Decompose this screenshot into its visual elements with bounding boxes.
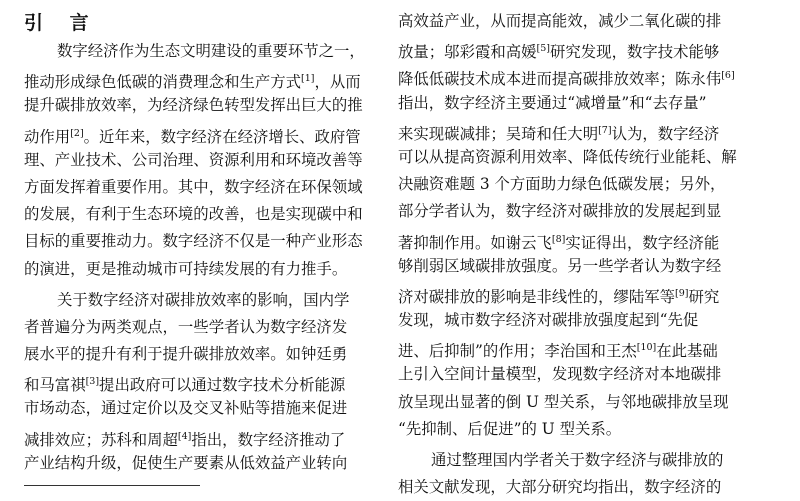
text-run: 可以从提高资源利用效率、降低传统行业能耗、解: [398, 147, 737, 166]
text-line: [398, 389, 744, 416]
text-run: 目标的重要推动力。数字经济不仅是一种产业形态: [24, 232, 363, 251]
text-line: [398, 416, 744, 443]
text-run: “先抑制、后促进”的 U 型关系。: [398, 419, 622, 438]
text-line: [398, 307, 744, 334]
right-column: [398, 8, 744, 501]
citation-ref: [7]: [598, 124, 612, 136]
text-line: [24, 368, 370, 395]
text-line: [24, 256, 370, 283]
text-line: [398, 361, 744, 388]
text-line: [398, 8, 744, 35]
text-run: 。近年来，数字经济在经济增长、政府管: [83, 127, 361, 146]
footnote-rule: [24, 485, 200, 486]
text-line: [24, 395, 370, 422]
text-run: 来实现碳减排；吴琦和任大明: [398, 124, 599, 143]
text-line: [398, 171, 744, 198]
citation-ref: [10]: [636, 342, 657, 354]
citation-ref: [4]: [177, 430, 192, 442]
text-run: 产业结构升级，促使生产要素从低效益产业转向: [24, 453, 348, 472]
text-run: 的发展，有利于生态环境的改善，也是实现碳中和: [24, 205, 363, 224]
text-line: [398, 447, 744, 474]
text-run: 在此基础: [656, 342, 718, 361]
text-run: 市场动态，通过定价以及交叉补贴等措施来促进: [24, 399, 348, 418]
text-run: 相关文献发现，大部分研究均指出，数字经济的: [398, 478, 722, 497]
text-run: 研究发现，数字技术能够: [550, 43, 720, 62]
text-run: 提升碳排放效率，为经济绿色转型发挥出巨大的推: [24, 96, 363, 115]
text-run: 实证得出，数字经济能: [565, 233, 720, 252]
text-run: 数字经济作为生态文明建设的重要环节之一，: [57, 42, 365, 60]
citation-ref: [9]: [675, 287, 689, 299]
text-line: [398, 334, 744, 361]
text-line: [24, 120, 370, 147]
text-run: 放量；邬彩霞和高媛: [398, 43, 537, 62]
left-column: [24, 8, 370, 477]
text-run: 上引入空间计量模型，发现数字经济对本地碳排: [398, 365, 722, 384]
text-line: [398, 144, 744, 171]
text-run: 够削弱区域碳排放强度。另一些学者认为数字经: [398, 256, 722, 275]
text-run: 方面发挥着重要作用。其中，数字经济在环保领域: [24, 177, 363, 196]
text-run: 部分学者认为，数字经济对碳排放的发展起到显: [398, 202, 722, 221]
text-run: 推动形成绿色低碳的消费理念和生产方式: [24, 73, 302, 92]
text-run: 降低低碳技术成本进而提高碳排放效率；陈永伟: [398, 70, 722, 89]
text-line: [24, 314, 370, 341]
text-run: 提出政府可以通过数字技术分析能源: [99, 376, 346, 395]
section-heading: 引 言: [24, 12, 99, 34]
text-line: [24, 38, 370, 65]
text-run: 济对碳排放的影响是非线性的，缪陆军等: [398, 287, 676, 306]
text-line: [24, 147, 370, 174]
text-line: [398, 117, 744, 144]
text-line: [24, 228, 370, 255]
text-run: 进、后抑制”的作用；李治国和王杰: [398, 342, 637, 361]
text-line: [398, 90, 744, 117]
text-line: [24, 201, 370, 228]
text-run: 决融资难题 3 个方面助力绿色低碳发展；另外，: [398, 175, 726, 194]
text-line: [398, 62, 744, 89]
text-line: [398, 226, 744, 253]
text-line: [398, 253, 744, 280]
text-line: [24, 423, 370, 450]
citation-ref: [1]: [301, 73, 315, 85]
text-run: 减排效应；苏科和周超: [24, 430, 178, 449]
citation-ref: [8]: [551, 233, 566, 245]
text-line: [24, 341, 370, 368]
text-run: 通过整理国内学者关于数字经济与碳排放的: [431, 451, 724, 469]
text-line: [398, 35, 744, 62]
text-run: 关于数字经济对碳排放效率的影响，国内学: [57, 290, 350, 309]
text-run: ，从而: [314, 73, 361, 92]
text-run: 著抑制作用。如谢云飞: [398, 233, 552, 252]
text-run: 理、产业技术、公司治理、资源利用和环境改善等: [24, 150, 363, 169]
right-column-text: [398, 8, 744, 501]
text-run: 动作用: [24, 127, 71, 146]
text-line: [398, 280, 744, 307]
text-run: 认为，数字经济: [611, 124, 720, 143]
text-line: [24, 450, 370, 477]
text-run: 展水平的提升有利于提升碳排放效率。如钟廷勇: [24, 345, 348, 364]
text-line: [24, 65, 370, 92]
citation-ref: [6]: [721, 70, 735, 82]
text-run: 指出，数字经济主要通过“减增量”和“去存量”: [398, 93, 707, 112]
left-column-text: [24, 38, 370, 477]
citation-ref: [5]: [536, 43, 550, 55]
citation-ref: [2]: [70, 127, 84, 139]
text-run: 指出，数字经济推动了: [191, 430, 346, 449]
citation-ref: [3]: [85, 376, 100, 388]
text-run: 发现，城市数字经济对碳排放强度起到“先促: [398, 311, 699, 330]
text-run: 和马富祺: [24, 376, 86, 395]
text-run: 高效益产业，从而提高能效，减少二氧化碳的排: [398, 12, 722, 30]
text-run: 放呈现出显著的倒 U 型关系，与邻地碳排放呈现: [398, 392, 729, 411]
text-line: [24, 287, 370, 314]
text-run: 的演进，更是推动城市可持续发展的有力推手。: [24, 259, 348, 278]
text-line: [398, 474, 744, 501]
text-line: [398, 198, 744, 225]
text-run: 者普遍分为两类观点，一些学者认为数字经济发: [24, 317, 348, 336]
text-line: [24, 174, 370, 201]
text-line: [24, 92, 370, 119]
text-run: 研究: [688, 287, 720, 306]
